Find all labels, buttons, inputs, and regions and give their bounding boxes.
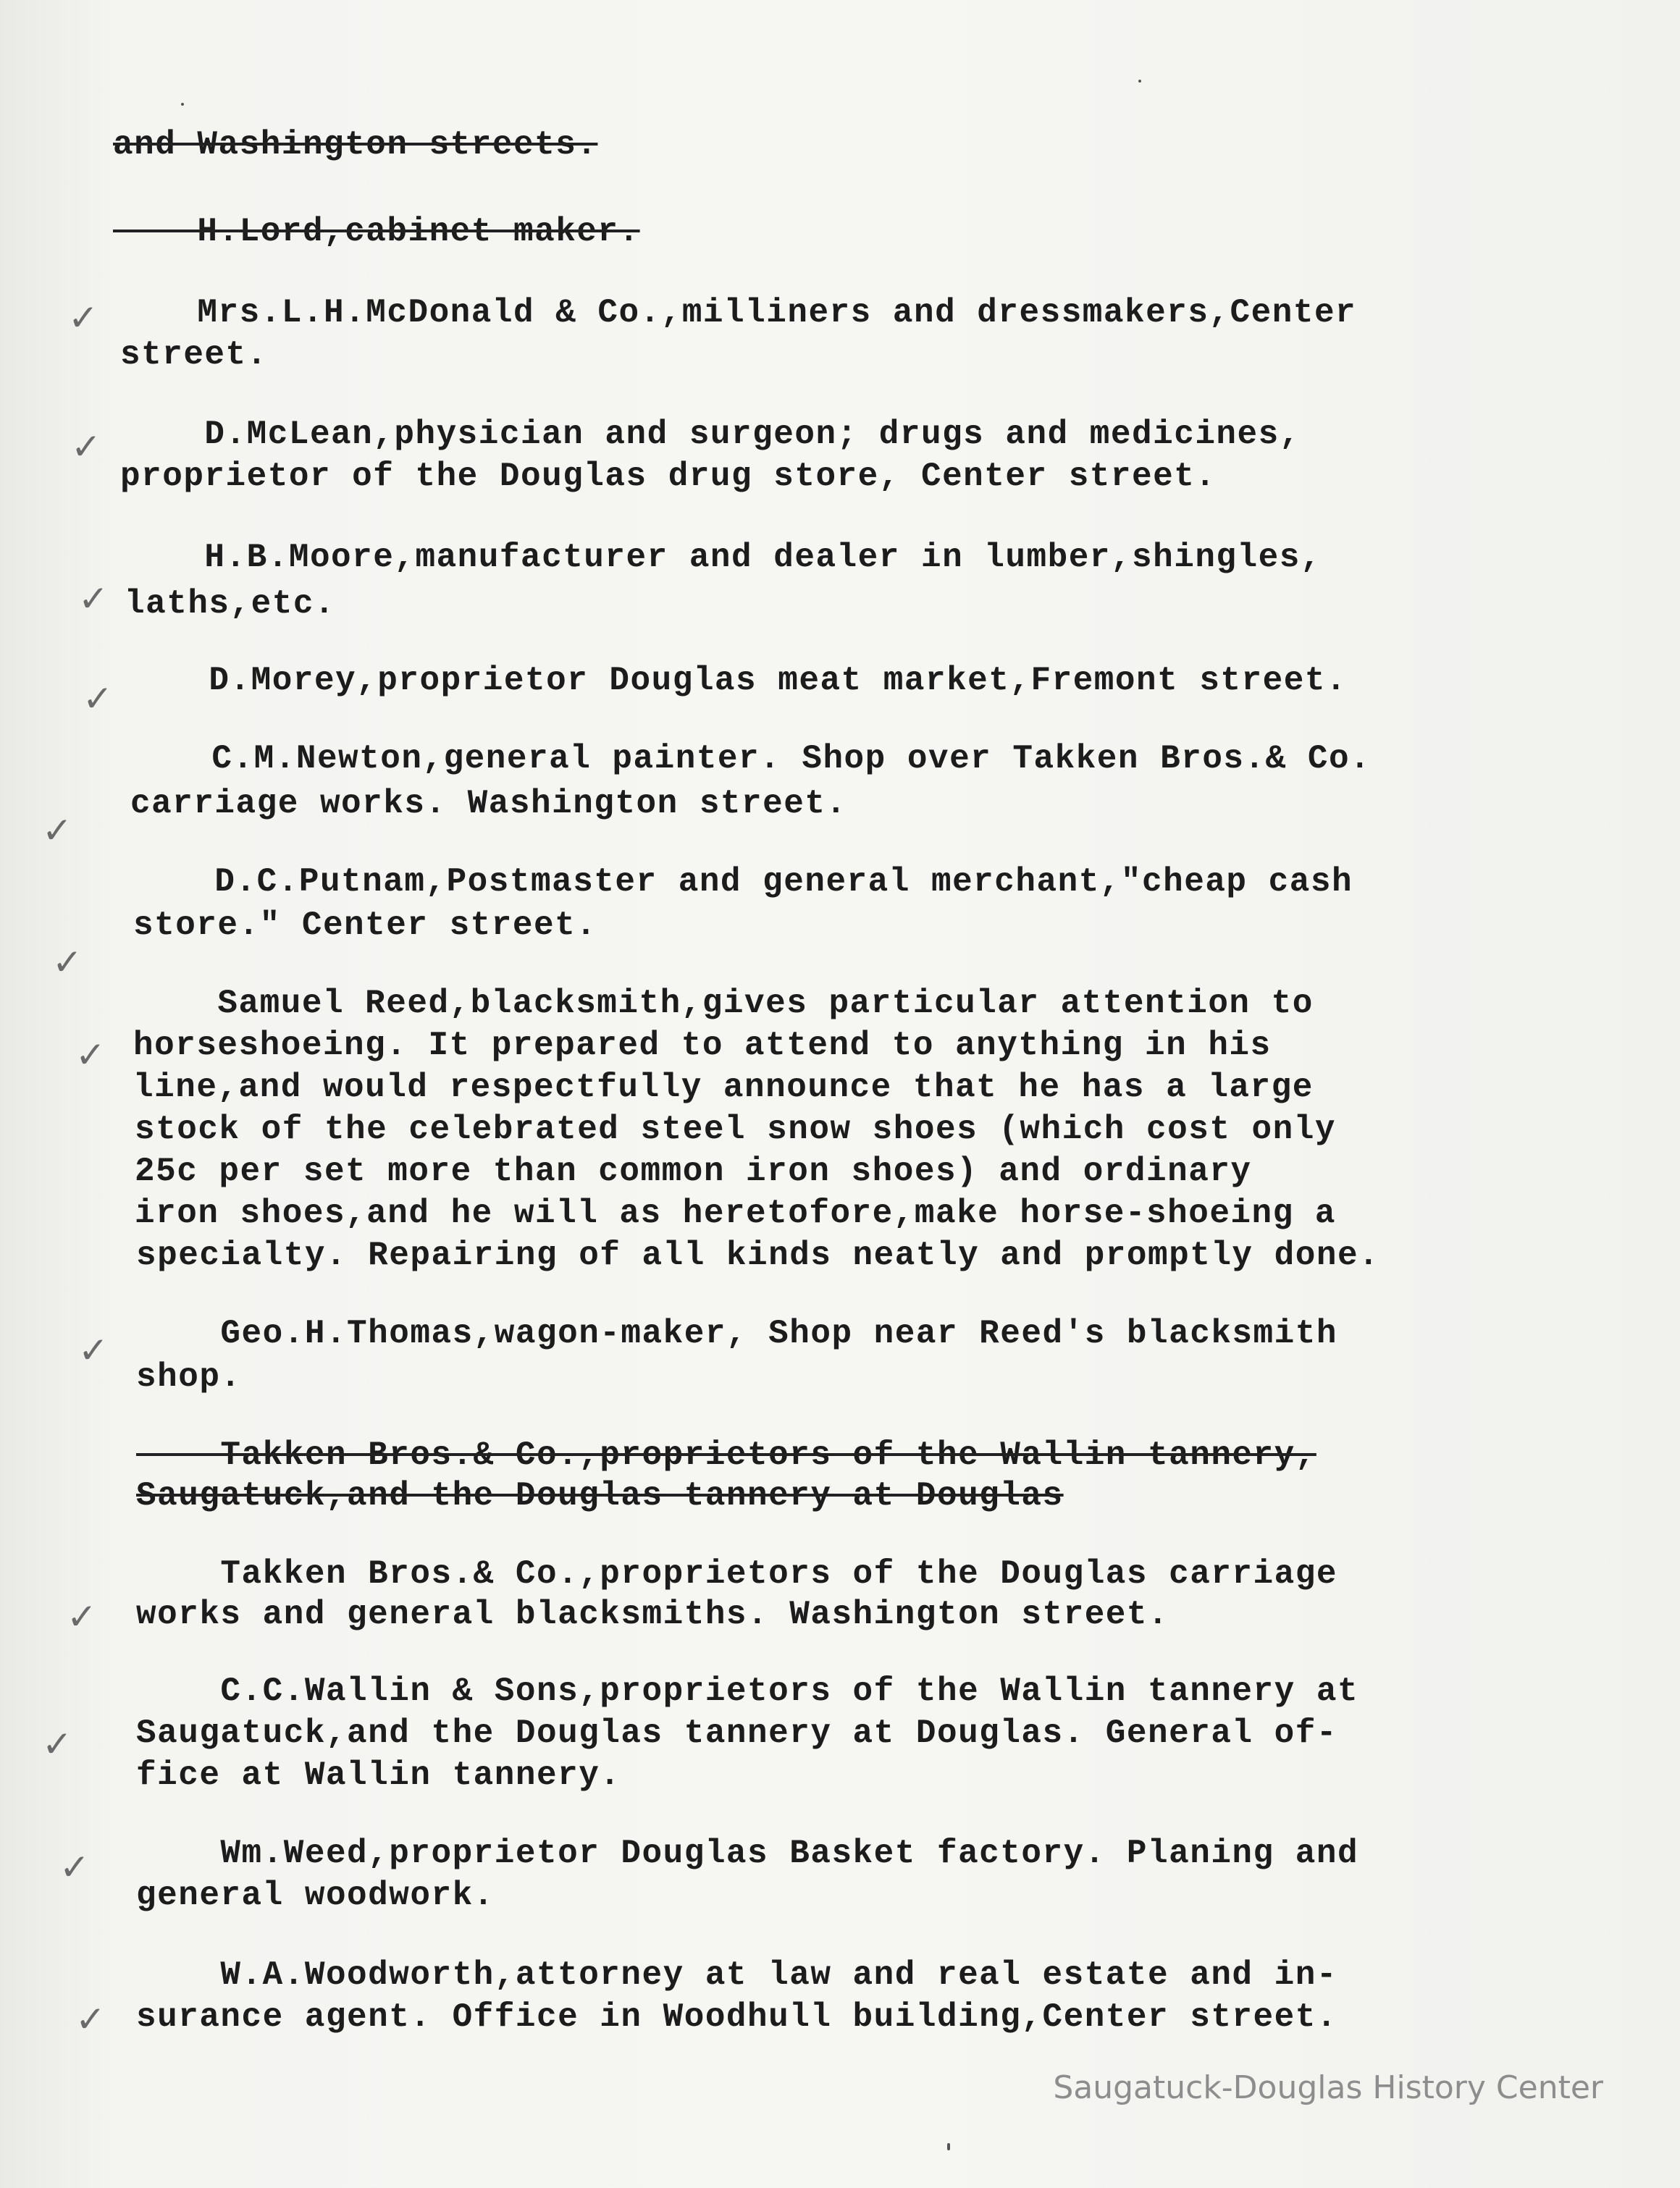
entry-line: Takken Bros.& Co.,proprietors of the Wallin tannery, [136,1436,1316,1474]
watermark: Saugatuck-Douglas History Center [1053,2069,1603,2106]
entry-line: D.McLean,physician and surgeon; drugs and medicines, [120,416,1301,453]
check-mark-icon: ✓ [75,1034,106,1076]
entry-line: Saugatuck,and the Douglas tannery at Douglas. General of- [136,1714,1337,1752]
entry-line: 25c per set more than common iron shoes) and ordinary [135,1153,1252,1190]
check-mark-icon: ✓ [78,578,109,620]
entry-line: W.A.Woodworth,attorney at law and real estate and in- [136,1956,1337,1994]
entry-line: D.Morey,proprietor Douglas meat market,Fremont street. [125,662,1348,699]
entry-line: H.Lord,cabinet maker. [113,213,640,251]
entry-line: D.C.Putnam,Postmaster and general merchant,"cheap cash [130,863,1353,901]
entry-line: Samuel Reed,blacksmith,gives particular attention to [133,985,1314,1022]
entry-line: C.M.Newton,general painter. Shop over Takken Bros.& Co. [127,740,1372,778]
entry-line: works and general blacksmiths. Washington street. [136,1596,1169,1633]
paper-speck [947,2143,950,2150]
entry-line: carriage works. Washington street. [130,785,847,822]
paper-speck [181,103,184,106]
entry-line: general woodwork. [136,1877,495,1914]
entry-line: horseshoeing. It prepared to attend to anything in his [133,1027,1272,1064]
entry-line: stock of the celebrated steel snow shoes (which cost only [135,1111,1336,1148]
entry-line: and Washington streets. [113,126,598,164]
entry-line: shop. [136,1358,242,1396]
entry-line: Wm.Weed,proprietor Douglas Basket factory. Planing and [136,1835,1359,1872]
entry-line: H.B.Moore,manufacturer and dealer in lumber,shingles, [120,539,1322,576]
entry-line: Takken Bros.& Co.,proprietors of the Douglas carriage [136,1555,1337,1593]
check-mark-icon: ✓ [71,426,101,468]
entry-line: C.C.Wallin & Sons,proprietors of the Wallin tannery at [136,1672,1359,1710]
entry-line: laths,etc. [125,585,336,623]
paper-speck [1138,80,1141,83]
check-mark-icon: ✓ [75,1998,106,2040]
check-mark-icon: ✓ [68,297,98,339]
check-mark-icon: ✓ [42,1723,72,1765]
entry-line: iron shoes,and he will as heretofore,make horse-shoeing a [135,1195,1336,1232]
check-mark-icon: ✓ [78,1329,109,1371]
check-mark-icon: ✓ [52,941,83,983]
entry-line: specialty. Repairing of all kinds neatly and promptly done. [136,1237,1380,1274]
entry-line: street. [120,336,268,374]
entry-line: Saugatuck,and the Douglas tannery at Douglas [136,1477,1064,1515]
entry-line: surance agent. Office in Woodhull building,Center street. [136,1998,1337,2036]
entry-line: Geo.H.Thomas,wagon-maker, Shop near Reed's blacksmith [136,1315,1337,1352]
entry-line: fice at Wallin tannery. [136,1756,621,1794]
entry-line: Mrs.L.H.McDonald & Co.,milliners and dressmakers,Center [113,294,1357,332]
entry-line: proprietor of the Douglas drug store, Center street. [120,458,1217,495]
check-mark-icon: ✓ [42,809,72,851]
check-mark-icon: ✓ [67,1596,97,1638]
entry-line: store." Center street. [133,906,597,944]
check-mark-icon: ✓ [83,678,113,720]
check-mark-icon: ✓ [59,1846,90,1888]
entry-line: line,and would respectfully announce that he has a large [133,1069,1314,1106]
